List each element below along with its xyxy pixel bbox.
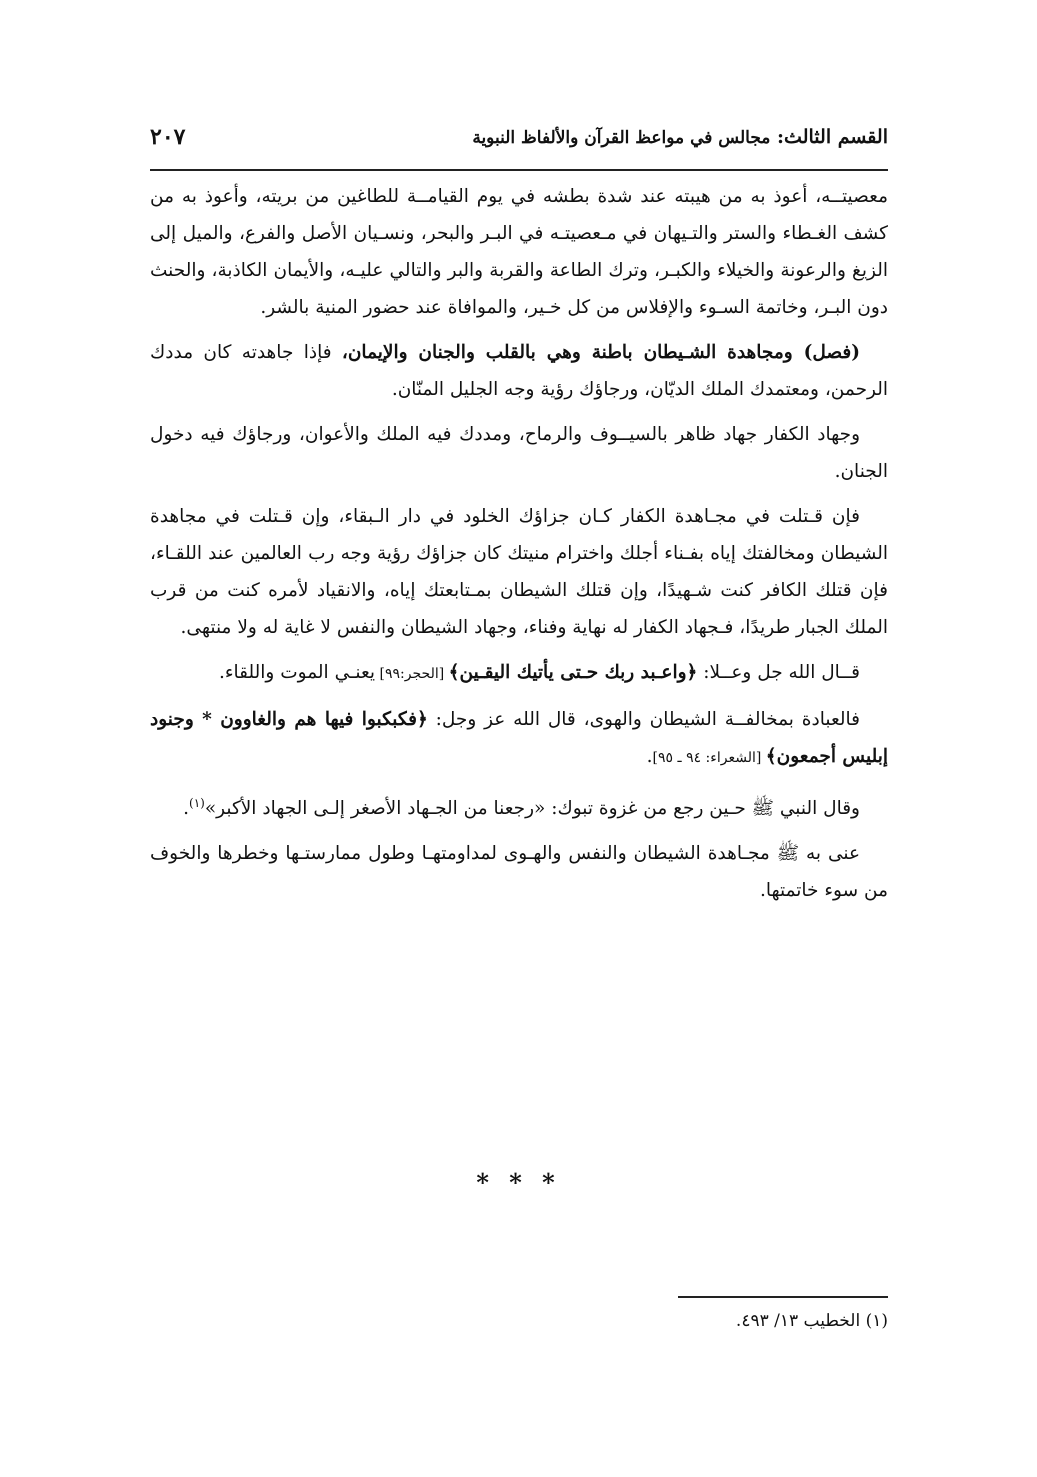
paragraph-6 — [150, 701, 888, 777]
footnote-divider — [678, 1296, 888, 1298]
paragraph-4: فإن قـتلت في مجـاهدة الكفار كـان جزاؤك الخلود في دار الـبقاء، وإن قـتلت في مجاهدة الشيطان ومخالفتك إياه بفـناء أجلك واخترام منيتك كان جزاؤك رؤية وجه رب العالمين عند اللقـاء، فإن قتلك الكافر كنت شـهيدًا، وإن قتلك الشيطان بمـتابعتك إياه، والانقياد لأمره كنت من قرب الملك الجبار طريدًا، فـجهاد الكفار له نهاية وفناء، وجهاد الشيطان والنفس لا غاية له ولا منتهى. — [150, 506, 888, 638]
running-header — [150, 120, 888, 164]
paragraph-7 — [150, 785, 888, 827]
paragraph-5-intro: قــال الله جل وعــلا: — [697, 662, 860, 683]
quran-verse-2: ﴿فكبكبوا فيها هم والغاوون * وجنود إبليس أجمعون﴾ — [150, 709, 888, 767]
footnote-marker: (١) — [189, 796, 205, 810]
header-title — [472, 126, 888, 148]
verse-reference-2: [الشعراء: ٩٤ ـ ٩٥] — [652, 750, 766, 766]
paragraph-3: وجهاد الكفار جهاد ظاهر بالسيــوف والرماح، ومددك فيه الملك والأعوان، ورجاؤك فيه دخول الجنان. — [150, 424, 888, 482]
page-number: ٢٠٧ — [150, 124, 186, 150]
hadith-text: وقال النبي ﷺ حـين رجع من غزوة تبوك: «رجعنا من الجـهاد الأصغر إلـى الجهاد الأكبر» — [204, 798, 860, 820]
section-heading: (فصل) ومجاهدة الشـيطان باطنة وهي بالقلب والجنان والإيمان، — [341, 342, 860, 363]
paragraph-2-text: فإذا جاهدته كان مددك الرحمن، ومعتمدك الملك الديّان، ورجاؤك رؤية وجه الجليل المنّان. — [150, 342, 888, 400]
paragraph-5 — [150, 654, 888, 693]
section-separator: * * * — [476, 1168, 561, 1197]
paragraph-1: معصيتــه، أعوذ به من هيبته عند شدة بطشه في يوم القيامــة للطاغين من بريته، وأعوذ به من كشف الغـطاء والستر والتـيهان في مـعصيتـه في البـر والبحر، ونسـيان الأصل والفرع، والميل إلى الزيغ والرعونة والخيلاء والكبـر، وترك الطاعة والقربة والبر والتالي عليـه، والأيمان الكاذبة، والحنث دون البـر، وخاتمة السـوء والإفلاس من كل خـير، والموافاة عند حضور المنية بالشر. — [150, 186, 888, 318]
main-text — [150, 178, 888, 917]
paragraph-6-intro: فالعبادة بمخالفــة الشيطان والهوى، قال الله عز وجل: — [427, 709, 860, 730]
quran-verse-1: ﴿واعـبد ربك حـتى يأتيك اليقـين﴾ — [448, 662, 698, 683]
paragraph-8: عنى به ﷺ مجـاهدة الشيطان والنفس والهـوى لمداومتهـا وطول ممارستـها وخطرها والخوف من سوء خاتمتها. — [150, 843, 888, 902]
header-subtitle: مجالس في مواعظ القرآن والألفاظ النبوية — [472, 128, 771, 148]
hadith-end: . — [183, 798, 190, 820]
header-section: القسم الثالث: — [777, 126, 888, 148]
paragraph-2 — [150, 334, 888, 408]
paragraph-5-end: يعنـي الموت واللقاء. — [218, 662, 376, 683]
header-divider — [150, 169, 888, 171]
paragraph-6-end: . — [646, 746, 653, 767]
footnote: (١) الخطيب ١٣/ ٤٩٣. — [735, 1311, 888, 1331]
verse-reference-1: [الحجر:٩٩] — [375, 666, 449, 682]
